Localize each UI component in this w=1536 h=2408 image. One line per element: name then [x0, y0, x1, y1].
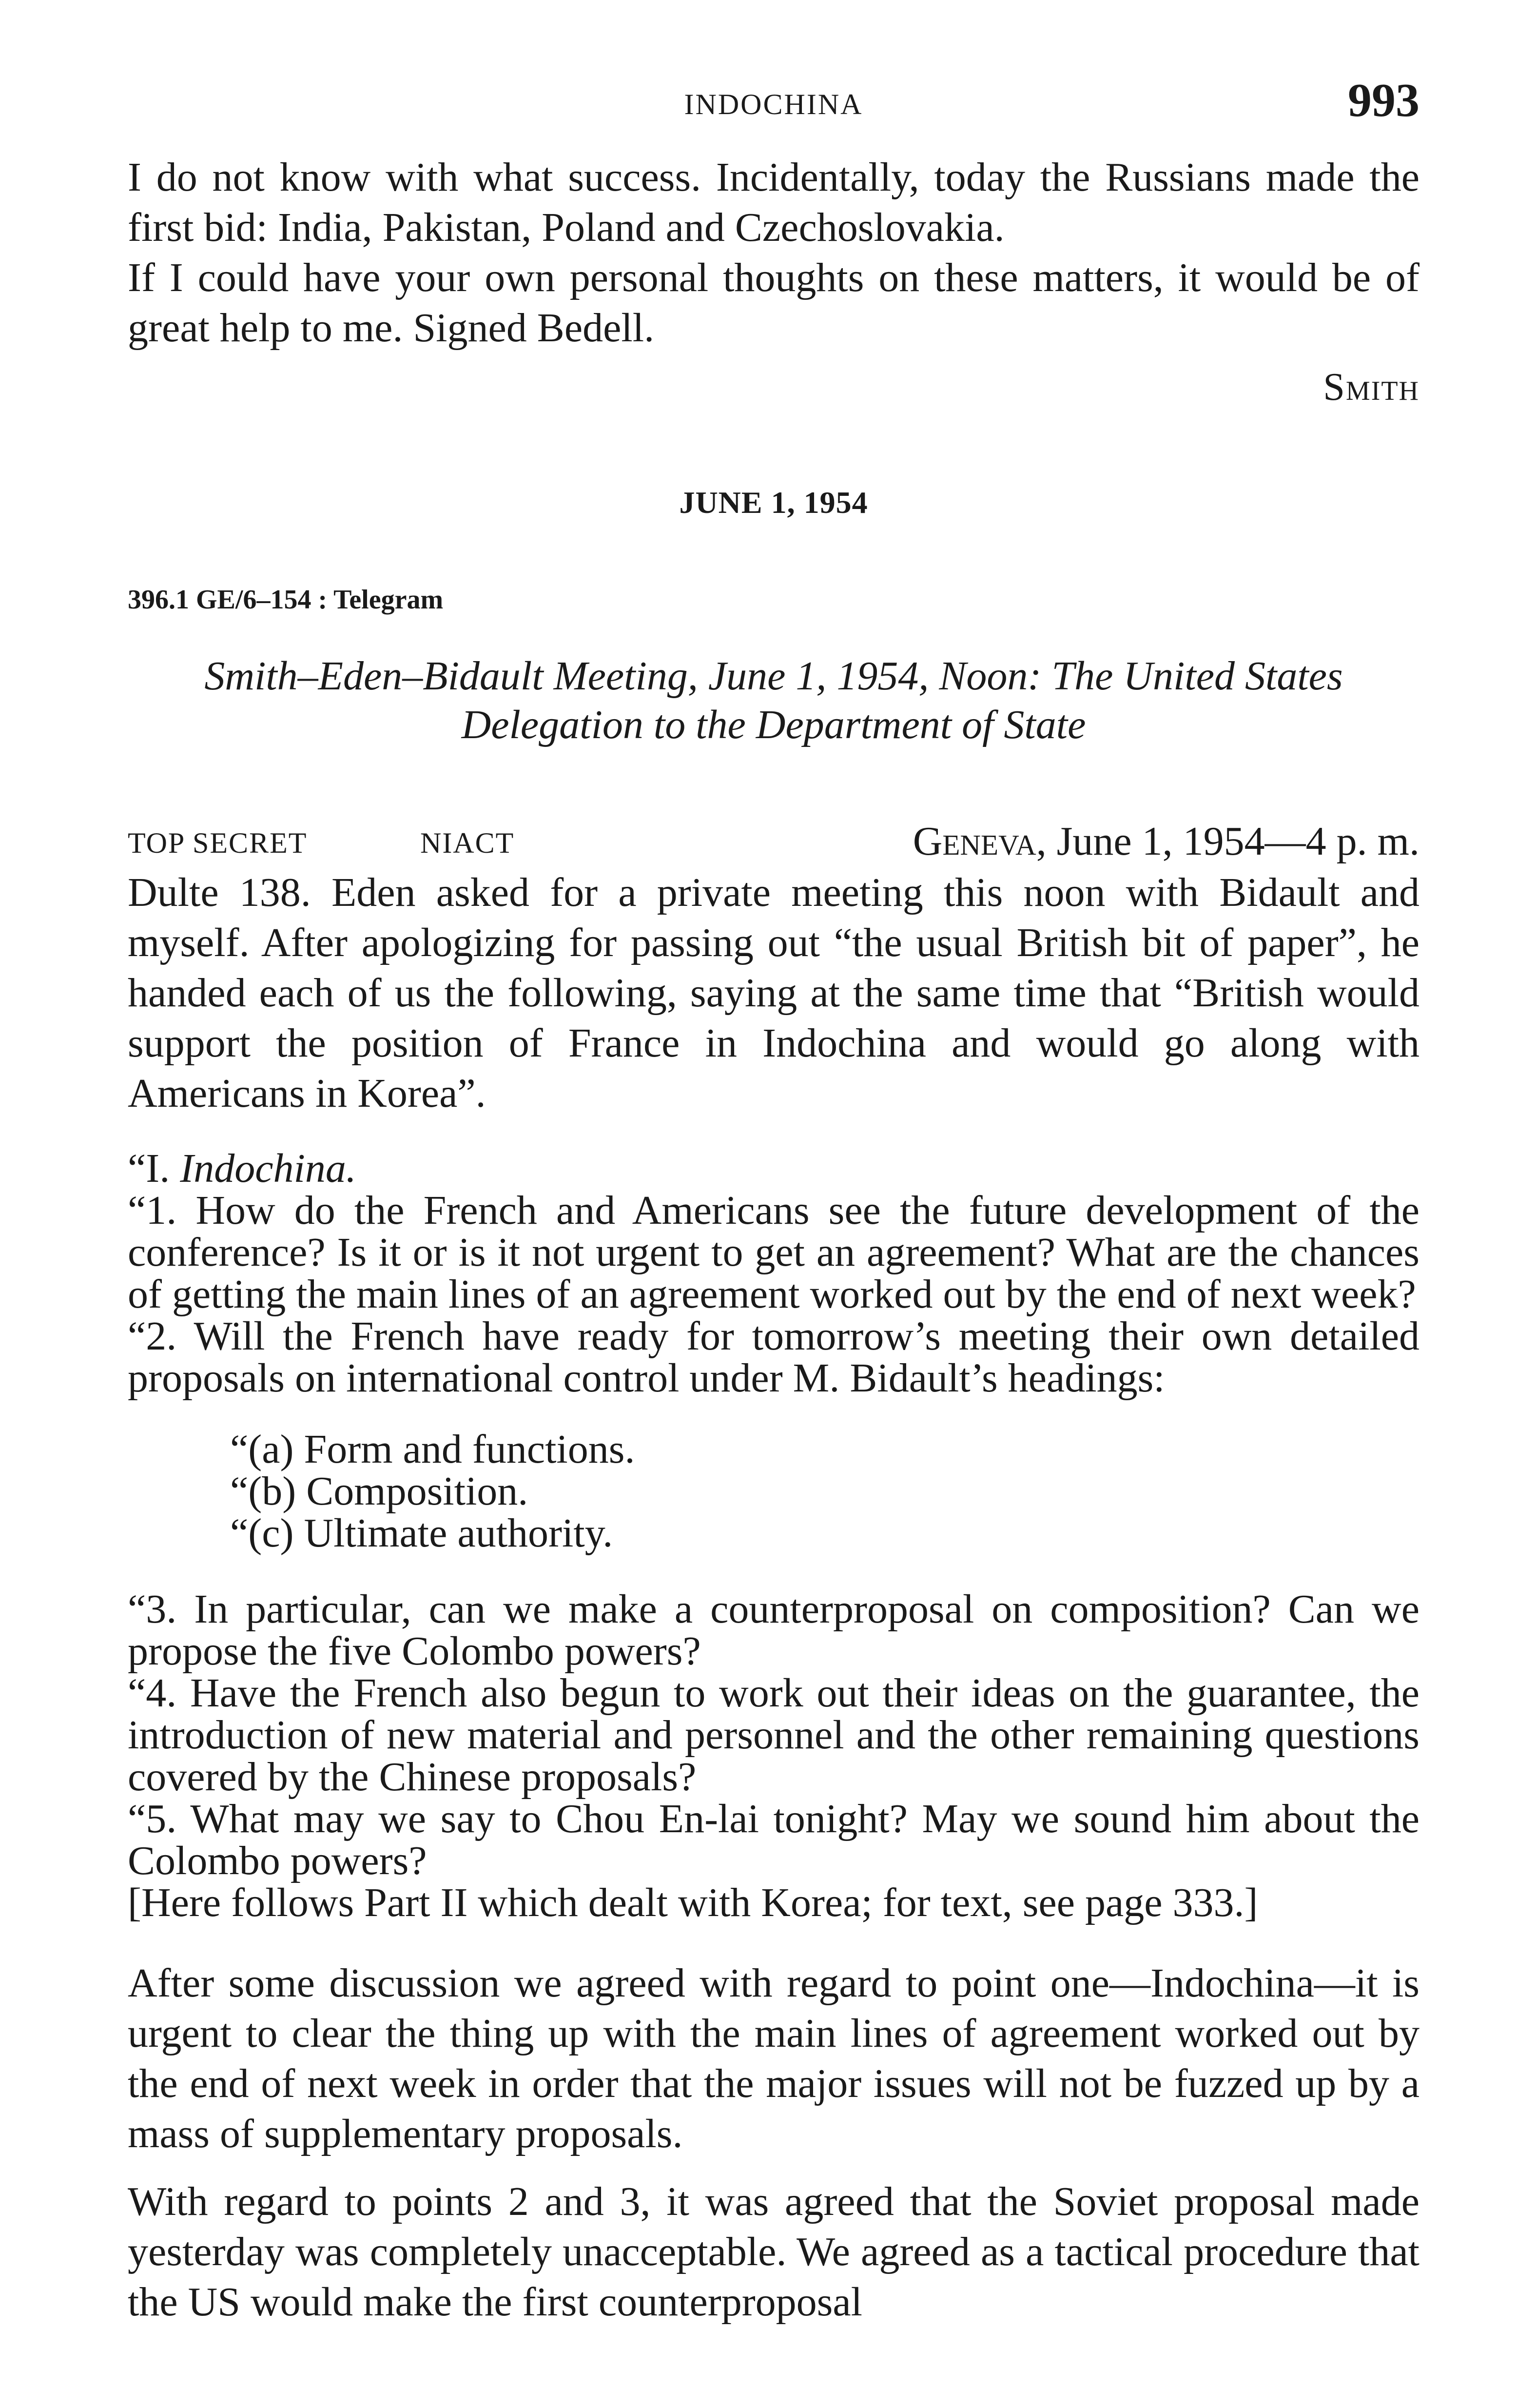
continued-paragraph-1: I do not know with what success. Incidentally, today the Russians made the first bid: India, Pakistan, Poland and Czechoslovakia.	[128, 155, 1419, 250]
heading-item-b: “(b) Composition.	[230, 1468, 528, 1514]
priority-marker: NIACT	[420, 827, 515, 859]
question-2: “2. Will the French have ready for tomorrow’s meeting their own detailed proposals on international control under M. Bidault’s headings:	[128, 1313, 1419, 1401]
document-title-line-1: Smith–Eden–Bidault Meeting, June 1, 1954, Noon: The United States	[204, 653, 1343, 699]
question-5: “5. What may we say to Chou En-lai tonight? May we sound him about the Colombo powers?	[128, 1796, 1419, 1883]
document-title-line-2: Delegation to the Department of State	[461, 702, 1086, 747]
running-head: INDOCHINA	[684, 88, 863, 120]
document-page	[128, 0, 1419, 2408]
quoted-heading-title: Indochina.	[180, 1146, 356, 1191]
heading-item-a: “(a) Form and functions.	[230, 1427, 635, 1472]
body-text	[128, 152, 1419, 2327]
dateline	[913, 818, 1419, 865]
quoted-heading	[128, 1148, 1419, 1190]
signoff-smith: Smith	[1323, 366, 1419, 409]
page-number: 993	[1348, 74, 1419, 127]
file-reference: 396.1 GE/6–154 : Telegram	[128, 585, 444, 615]
headings-list	[128, 1429, 1419, 1554]
page-header	[128, 73, 1419, 132]
classification-level: TOP SECRET	[128, 827, 308, 859]
quoted-heading-prefix: “I.	[128, 1146, 180, 1191]
after-discussion-paragraph: After some discussion we agreed with regard to point one—Indochina—it is urgent to clear the thing up with the main lines of agreement worked out by the end of next week in order that the major issues will not be fuzzed up by a mass of supplementary proposals.	[128, 1960, 1419, 2156]
question-4: “4. Have the French also begun to work out their ideas on the guarantee, the introduction of new material and personnel and the other remaining questions covered by the Chinese proposals?	[128, 1670, 1419, 1800]
date-heading: JUNE 1, 1954	[679, 485, 868, 520]
quoted-paper	[128, 1148, 1419, 1924]
question-1: “1. How do the French and Americans see the future development of the conference? Is it or is it not urgent to get an agreement? What are the chances of getting the main lines of an agreement worked out by the end of next week?	[128, 1188, 1419, 1317]
continued-paragraph-2: If I could have your own personal thoughts on these matters, it would be of great help to me. Signed Bedell.	[128, 255, 1419, 351]
heading-item-c: “(c) Ultimate authority.	[230, 1510, 613, 1556]
document-title	[128, 652, 1419, 749]
points-2-3-paragraph: With regard to points 2 and 3, it was agreed that the Soviet proposal made yesterday was completely unacceptable. We agreed as a tactical procedure that the US would make the first counterproposal	[128, 2179, 1419, 2325]
editorial-bracket-note: [Here follows Part II which dealt with Korea; for text, see page 333.]	[128, 1880, 1258, 1925]
dulte-paragraph: Dulte 138. Eden asked for a private meeting this noon with Bidault and myself. After apologizing for passing out “the usual British bit of paper”, he handed each of us the following, saying at the same time that “British would support the position of France in Indochina and would go along with Americans in Korea”.	[128, 870, 1419, 1116]
question-3: “3. In particular, can we make a counterproposal on composition? Can we propose the five Colombo powers?	[128, 1586, 1419, 1674]
dateline-place: Geneva	[913, 819, 1036, 864]
classification-line	[128, 818, 1419, 864]
dateline-date-time: , June 1, 1954—4 p. m.	[1036, 819, 1419, 864]
